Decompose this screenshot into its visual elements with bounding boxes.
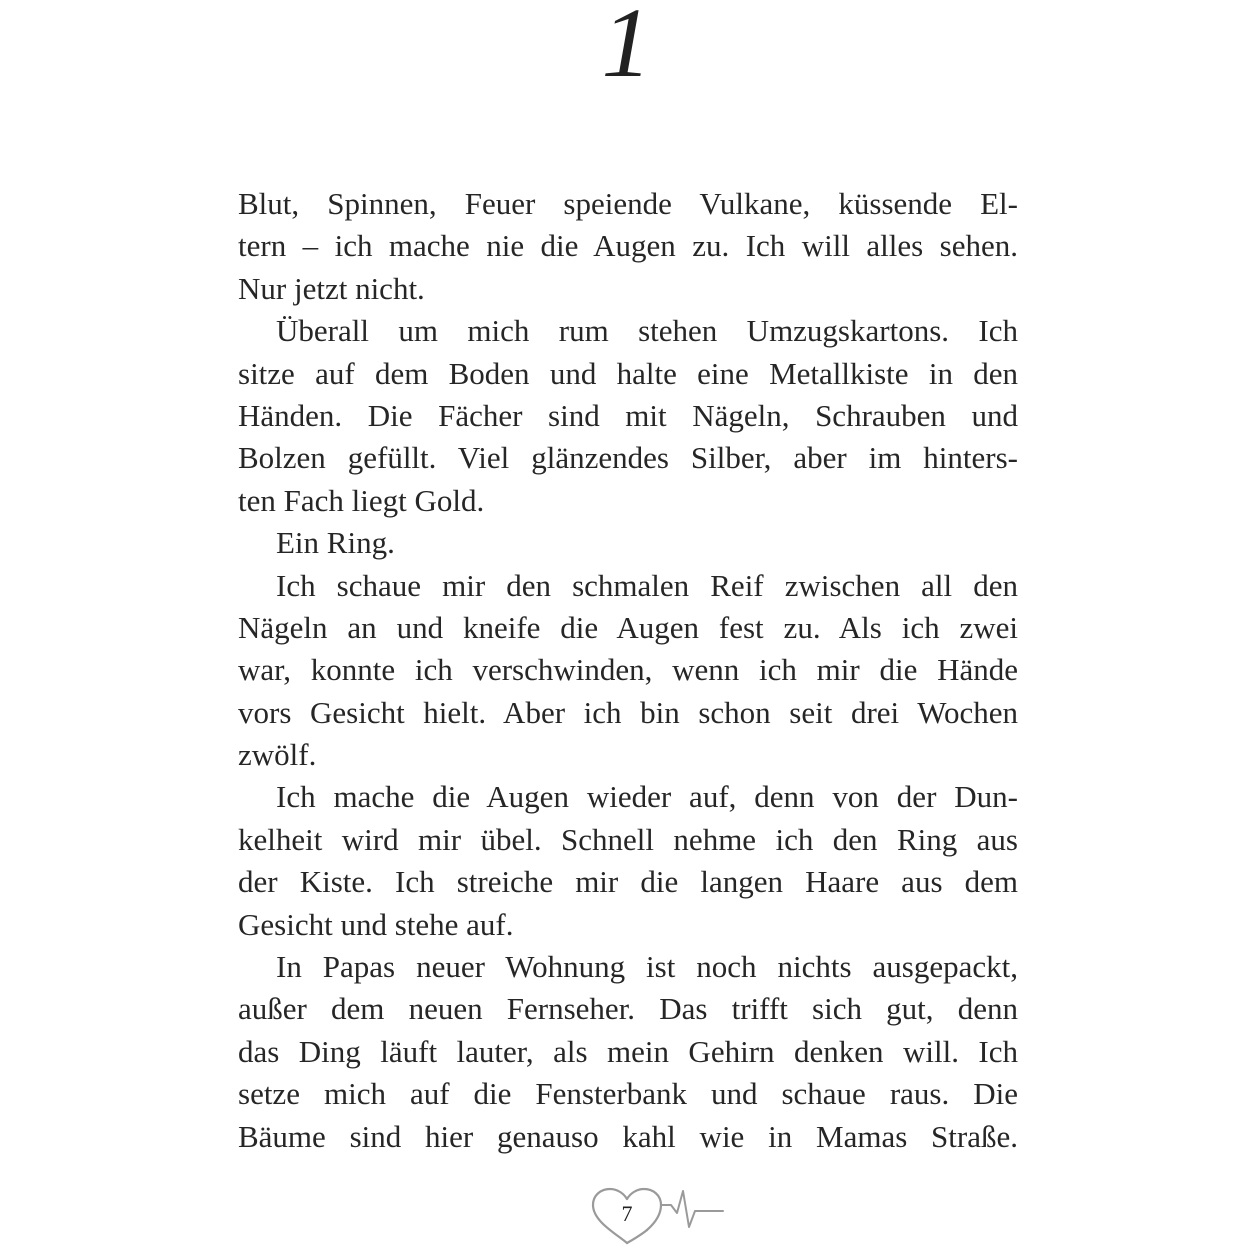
chapter-number: 1 bbox=[601, 0, 652, 98]
text-line: ten Fach liegt Gold. bbox=[238, 482, 485, 518]
text-line: Gesicht und stehe auf. bbox=[238, 906, 514, 942]
text-line: Überall um mich rum stehen Umzugskartons. Ich bbox=[276, 313, 1018, 349]
text-line: Nägeln an und kneife die Augen fest zu. Als ich zwei bbox=[238, 609, 1018, 645]
text-line: kelheit wird mir übel. Schnell nehme ich den Ring aus bbox=[238, 821, 1018, 857]
text-line: Ich mache die Augen wieder auf, denn von der Dun- bbox=[276, 779, 1018, 815]
page-footer bbox=[585, 1183, 730, 1247]
text-line: Ein Ring. bbox=[276, 525, 395, 561]
text-line: zwölf. bbox=[238, 737, 317, 773]
text-line: war, konnte ich verschwinden, wenn ich mir die Hände bbox=[238, 652, 1018, 688]
text-line: Bolzen gefüllt. Viel glänzendes Silber, aber im hinters- bbox=[238, 440, 1018, 476]
text-line: der Kiste. Ich streiche mir die langen Haare aus dem bbox=[238, 864, 1018, 900]
text-line: setze mich auf die Fensterbank und schaue raus. Die bbox=[238, 1076, 1018, 1112]
text-line: Händen. Die Fächer sind mit Nägeln, Schrauben und bbox=[238, 397, 1018, 433]
text-line: Nur jetzt nicht. bbox=[238, 270, 425, 306]
text-line: das Ding läuft lauter, als mein Gehirn denken will. Ich bbox=[238, 1033, 1018, 1069]
text-line: tern – ich mache nie die Augen zu. Ich will alles sehen. bbox=[238, 228, 1018, 264]
text-line: vors Gesicht hielt. Aber ich bin schon seit drei Wochen bbox=[238, 694, 1018, 730]
chapter-body-text bbox=[238, 183, 1018, 1158]
text-line: In Papas neuer Wohnung ist noch nichts ausgepackt, bbox=[276, 949, 1018, 985]
page-number: 7 bbox=[621, 1201, 633, 1226]
text-line: sitze auf dem Boden und halte eine Metallkiste in den bbox=[238, 355, 1018, 391]
text-line: Blut, Spinnen, Feuer speiende Vulkane, küssende El- bbox=[238, 186, 1018, 221]
text-line: Ich schaue mir den schmalen Reif zwischen all den bbox=[276, 567, 1018, 603]
text-line: Bäume sind hier genauso kahl wie in Mamas Straße. bbox=[238, 1118, 1018, 1154]
text-line: außer dem neuen Fernseher. Das trifft sich gut, denn bbox=[238, 991, 1018, 1027]
